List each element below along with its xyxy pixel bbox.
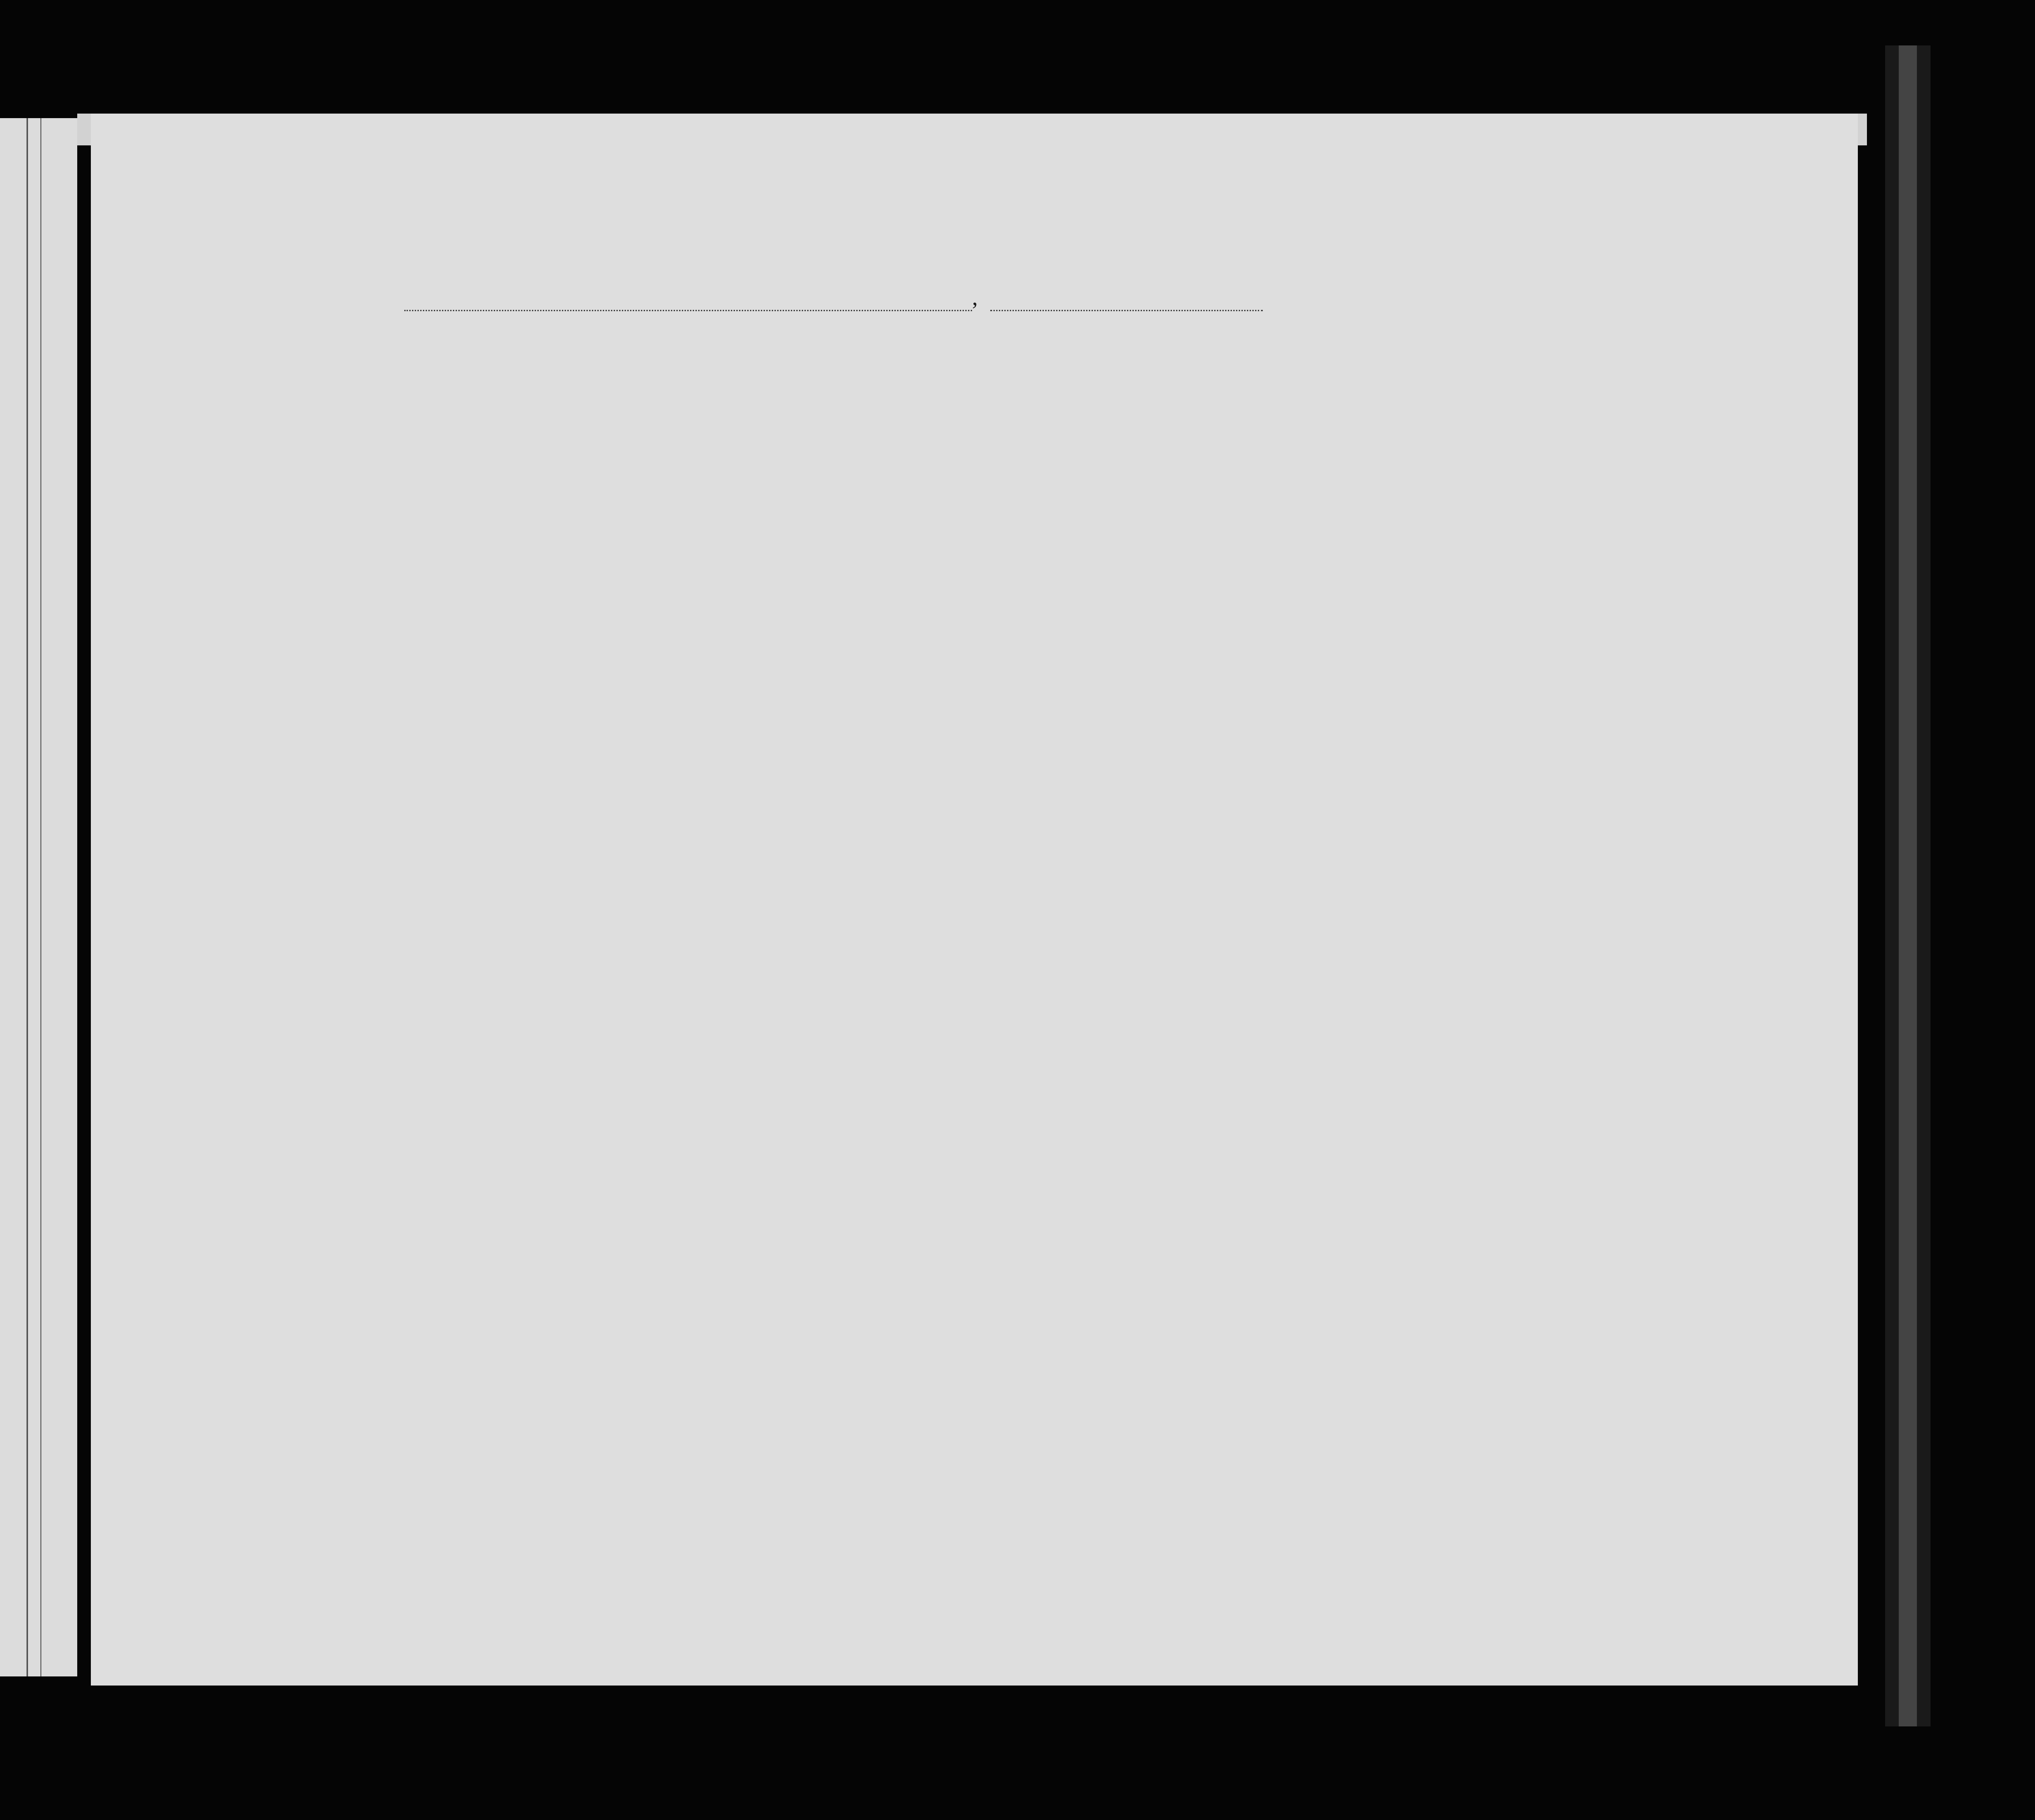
col29-header — [1390, 368, 1422, 518]
col28-header — [1338, 368, 1383, 518]
sheet-grid — [91, 114, 1858, 1686]
right-edge-strip — [1899, 45, 1917, 1726]
col31-header — [1449, 368, 1467, 518]
col34a-header — [1590, 441, 1608, 513]
col34b-header — [1613, 441, 1631, 513]
col27-header — [1314, 368, 1328, 518]
manifest-sheet — [91, 114, 1858, 1686]
previous-page-strip — [0, 118, 77, 1676]
left-strip-lines — [0, 118, 77, 1676]
col19-header — [621, 373, 644, 518]
col24c-header — [1225, 391, 1250, 518]
port-dotted-line — [404, 310, 972, 311]
col26-header — [1291, 368, 1305, 518]
col24a-header — [1159, 391, 1191, 518]
col21-header — [726, 373, 751, 518]
date-dotted-line — [990, 310, 1263, 311]
col25-header — [1257, 368, 1280, 518]
col24b-header — [1196, 391, 1221, 518]
comma-1: , — [972, 284, 978, 310]
col30-header — [1426, 368, 1444, 518]
